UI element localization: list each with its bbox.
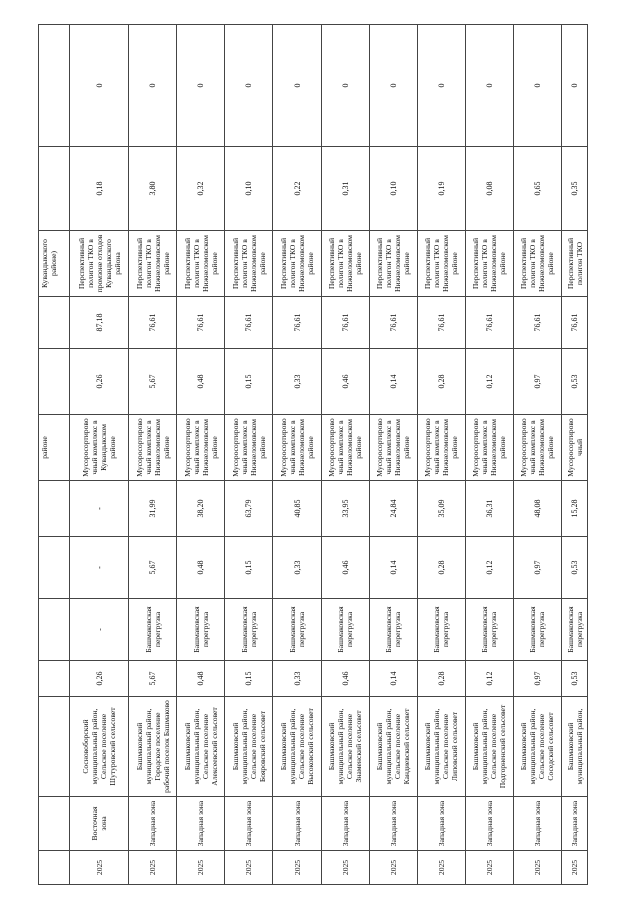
mass-cell: 0,15 (225, 661, 273, 697)
remainder-cell: 0 (225, 25, 273, 147)
zone-cell: Восточная зона (70, 797, 129, 851)
year-cell: 2025 (465, 851, 513, 885)
mass-transfer-cell: 0,53 (562, 537, 588, 599)
zone-cell: Западная зона (225, 797, 273, 851)
destination-cell: Перспективный полигон ТКО в Нижнеломовском районе (225, 231, 273, 297)
table-row (177, 25, 225, 885)
landfill-mass-cell: 0,31 (321, 147, 369, 231)
landfill-mass-cell: 0,22 (273, 147, 321, 231)
facility-cell: Мусоросортировочный комплекс в Кувандыкском районе (70, 415, 129, 481)
settlement-cell: Башмаковский муниципальный район, Городское поселение рабочий поселок Башмаково (129, 697, 177, 797)
route-cell: Башмаковская перегрузка (465, 599, 513, 661)
settlement-cell: Башмаковский муниципальный район, Сельское поселение Высоковский сельсовет (273, 697, 321, 797)
remainder-cell (39, 25, 70, 147)
mass-cell: 0,26 (70, 661, 129, 697)
table-body (39, 25, 588, 885)
route-cell: Башмаковская перегрузка (562, 599, 588, 661)
landfill-mass-cell: 0,35 (562, 147, 588, 231)
distance-cell: 48,08 (513, 481, 561, 537)
table-row (562, 25, 588, 885)
route-cell: Башмаковская перегрузка (129, 599, 177, 661)
mass-facility-cell: 0,33 (273, 349, 321, 415)
route-cell: Башмаковская перегрузка (417, 599, 465, 661)
table-row (513, 25, 561, 885)
zone-cell: Западная зона (321, 797, 369, 851)
mass-transfer-cell: 0,33 (273, 537, 321, 599)
destination-cell: Перспективный полигон ТКО в Нижнеломовском районе (321, 231, 369, 297)
table-row (70, 25, 129, 885)
year-cell: 2025 (273, 851, 321, 885)
zone-cell: Западная зона (417, 797, 465, 851)
mass-transfer-cell: 0,12 (465, 537, 513, 599)
distance-cell: - (70, 481, 129, 537)
settlement-cell: Сосновоборский муниципальный район, Сельское поселение Шутуровский сельсовет (70, 697, 129, 797)
remainder-cell: 0 (70, 25, 129, 147)
mass-facility-cell: 0,53 (562, 349, 588, 415)
distance-cell: 15,28 (562, 481, 588, 537)
zone-cell: Западная зона (369, 797, 417, 851)
zone-cell: Западная зона (177, 797, 225, 851)
route-cell: Башмаковская перегрузка (273, 599, 321, 661)
mass-facility-cell: 0,48 (177, 349, 225, 415)
table-row (417, 25, 465, 885)
zone-cell: Западная зона (273, 797, 321, 851)
distance-cell: 40,85 (273, 481, 321, 537)
year-cell: 2025 (513, 851, 561, 885)
distance-cell: 36,31 (465, 481, 513, 537)
facility-cell: Мусоросортировочный комплекс в Нижнеломовском районе (273, 415, 321, 481)
year-cell: 2025 (225, 851, 273, 885)
facility-cell: Мусоросортировочный комплекс в Нижнеломовском районе (225, 415, 273, 481)
destination-cell: Перспективный полигон ТКО в Нижнеломовском районе (273, 231, 321, 297)
landfill-mass-cell: 0,08 (465, 147, 513, 231)
zone-cell: Западная зона (562, 797, 588, 851)
waste-flow-table (38, 24, 588, 885)
destination-cell: Кувандыкского районе) (39, 231, 70, 297)
distance-cell: 24,84 (369, 481, 417, 537)
distance-cell (39, 481, 70, 537)
facility-cell: Мусоросортировочный комплекс в Нижнеломовском районе (129, 415, 177, 481)
destination-cell: Перспективный полигон ТКО (562, 231, 588, 297)
distance-facility-cell: 76,61 (273, 297, 321, 349)
remainder-cell: 0 (177, 25, 225, 147)
landfill-mass-cell: 0,19 (417, 147, 465, 231)
mass-cell (39, 661, 70, 697)
year-cell: 2025 (177, 851, 225, 885)
distance-cell: 63,79 (225, 481, 273, 537)
mass-facility-cell: 0,12 (465, 349, 513, 415)
facility-cell: Мусоросортировочный комплекс в Нижнеломовском районе (321, 415, 369, 481)
distance-facility-cell (39, 297, 70, 349)
table-row (465, 25, 513, 885)
settlement-cell (39, 697, 70, 797)
settlement-cell: Башмаковский муниципальный район, Сельское поселение Кандиевский сельсовет (369, 697, 417, 797)
mass-cell: 0,53 (562, 661, 588, 697)
distance-facility-cell: 76,61 (129, 297, 177, 349)
distance-facility-cell: 76,61 (513, 297, 561, 349)
route-cell: Башмаковская перегрузка (225, 599, 273, 661)
landfill-mass-cell: 3,80 (129, 147, 177, 231)
mass-transfer-cell: 0,28 (417, 537, 465, 599)
table-row (39, 25, 70, 885)
mass-facility-cell: 5,67 (129, 349, 177, 415)
settlement-cell: Башмаковский муниципальный район, Сельское поселение Алексеевский сельсовет (177, 697, 225, 797)
year-cell: 2025 (562, 851, 588, 885)
landfill-mass-cell (39, 147, 70, 231)
destination-cell: Перспективный полигон ТКО в Нижнеломовском районе (417, 231, 465, 297)
remainder-cell: 0 (129, 25, 177, 147)
zone-cell: Западная зона (465, 797, 513, 851)
mass-cell: 5,67 (129, 661, 177, 697)
settlement-cell: Башмаковский муниципальный район, Сельское поселение Липовский сельсовет (417, 697, 465, 797)
zone-cell: Западная зона (129, 797, 177, 851)
destination-cell: Перспективный полигон ТКО в Нижнеломовском районе (177, 231, 225, 297)
table-row (321, 25, 369, 885)
distance-cell: 38,20 (177, 481, 225, 537)
zone-cell (39, 797, 70, 851)
mass-transfer-cell: 0,46 (321, 537, 369, 599)
landfill-mass-cell: 0,10 (369, 147, 417, 231)
year-cell: 2025 (417, 851, 465, 885)
destination-cell: Перспективный полигон ТКО в Нижнеломовском районе (465, 231, 513, 297)
destination-cell: Перспективный полигон ТКО в промзоне отходов Кувандыкского района (70, 231, 129, 297)
settlement-cell: Башмаковский муниципальный район, Сельское поселение Подгорненский сельсовет (465, 697, 513, 797)
route-cell (39, 599, 70, 661)
mass-cell: 0,14 (369, 661, 417, 697)
mass-facility-cell: 0,46 (321, 349, 369, 415)
mass-facility-cell: 0,28 (417, 349, 465, 415)
mass-cell: 0,28 (417, 661, 465, 697)
facility-cell: Мусоросортировочный комплекс в Нижнеломовском районе (177, 415, 225, 481)
distance-facility-cell: 76,61 (562, 297, 588, 349)
year-cell (39, 851, 70, 885)
settlement-cell: Башмаковский муниципальный район, (562, 697, 588, 797)
year-cell: 2025 (129, 851, 177, 885)
table-row (273, 25, 321, 885)
mass-transfer-cell (39, 537, 70, 599)
facility-cell: Мусоросортировочный комплекс в Нижнеломовском районе (369, 415, 417, 481)
year-cell: 2025 (369, 851, 417, 885)
distance-cell: 31,99 (129, 481, 177, 537)
rotated-table-wrapper (38, 25, 588, 885)
mass-cell: 0,97 (513, 661, 561, 697)
route-cell: Башмаковская перегрузка (513, 599, 561, 661)
route-cell: Башмаковская перегрузка (321, 599, 369, 661)
landfill-mass-cell: 0,18 (70, 147, 129, 231)
remainder-cell: 0 (273, 25, 321, 147)
year-cell: 2025 (70, 851, 129, 885)
distance-cell: 33,95 (321, 481, 369, 537)
mass-transfer-cell: 0,48 (177, 537, 225, 599)
mass-transfer-cell: 0,14 (369, 537, 417, 599)
mass-cell: 0,12 (465, 661, 513, 697)
distance-facility-cell: 76,61 (465, 297, 513, 349)
table-row (225, 25, 273, 885)
mass-facility-cell: 0,14 (369, 349, 417, 415)
mass-facility-cell (39, 349, 70, 415)
mass-transfer-cell: - (70, 537, 129, 599)
distance-cell: 35,09 (417, 481, 465, 537)
destination-cell: Перспективный полигон ТКО в Нижнеломовском районе (369, 231, 417, 297)
remainder-cell: 0 (321, 25, 369, 147)
facility-cell: Мусоросортировочный комплекс в Нижнеломовском районе (513, 415, 561, 481)
landfill-mass-cell: 0,10 (225, 147, 273, 231)
mass-transfer-cell: 5,67 (129, 537, 177, 599)
table-row (129, 25, 177, 885)
remainder-cell: 0 (562, 25, 588, 147)
facility-cell: районе (39, 415, 70, 481)
mass-facility-cell: 0,26 (70, 349, 129, 415)
remainder-cell: 0 (369, 25, 417, 147)
distance-facility-cell: 87,18 (70, 297, 129, 349)
landfill-mass-cell: 0,65 (513, 147, 561, 231)
facility-cell: Мусоросортировочный (562, 415, 588, 481)
route-cell: Башмаковская перегрузка (177, 599, 225, 661)
landfill-mass-cell: 0,32 (177, 147, 225, 231)
settlement-cell: Башмаковский муниципальный район, Сельское поселение Соседский сельсовет (513, 697, 561, 797)
distance-facility-cell: 76,61 (321, 297, 369, 349)
settlement-cell: Башмаковский муниципальный район, Сельское поселение Бояровский сельсовет (225, 697, 273, 797)
mass-cell: 0,33 (273, 661, 321, 697)
distance-facility-cell: 76,61 (225, 297, 273, 349)
remainder-cell: 0 (513, 25, 561, 147)
mass-transfer-cell: 0,15 (225, 537, 273, 599)
mass-facility-cell: 0,15 (225, 349, 273, 415)
facility-cell: Мусоросортировочный комплекс в Нижнеломовском районе (417, 415, 465, 481)
destination-cell: Перспективный полигон ТКО в Нижнеломовском районе (129, 231, 177, 297)
remainder-cell: 0 (465, 25, 513, 147)
year-cell: 2025 (321, 851, 369, 885)
mass-transfer-cell: 0,97 (513, 537, 561, 599)
mass-facility-cell: 0,97 (513, 349, 561, 415)
distance-facility-cell: 76,61 (369, 297, 417, 349)
remainder-cell: 0 (417, 25, 465, 147)
route-cell: - (70, 599, 129, 661)
route-cell: Башмаковская перегрузка (369, 599, 417, 661)
table-row (369, 25, 417, 885)
distance-facility-cell: 76,61 (417, 297, 465, 349)
mass-cell: 0,46 (321, 661, 369, 697)
distance-facility-cell: 76,61 (177, 297, 225, 349)
facility-cell: Мусоросортировочный комплекс в Нижнеломовском районе (465, 415, 513, 481)
settlement-cell: Башмаковский муниципальный район, Сельское поселение Знаменский сельсовет (321, 697, 369, 797)
destination-cell: Перспективный полигон ТКО в Нижнеломовском районе (513, 231, 561, 297)
mass-cell: 0,48 (177, 661, 225, 697)
zone-cell: Западная зона (513, 797, 561, 851)
